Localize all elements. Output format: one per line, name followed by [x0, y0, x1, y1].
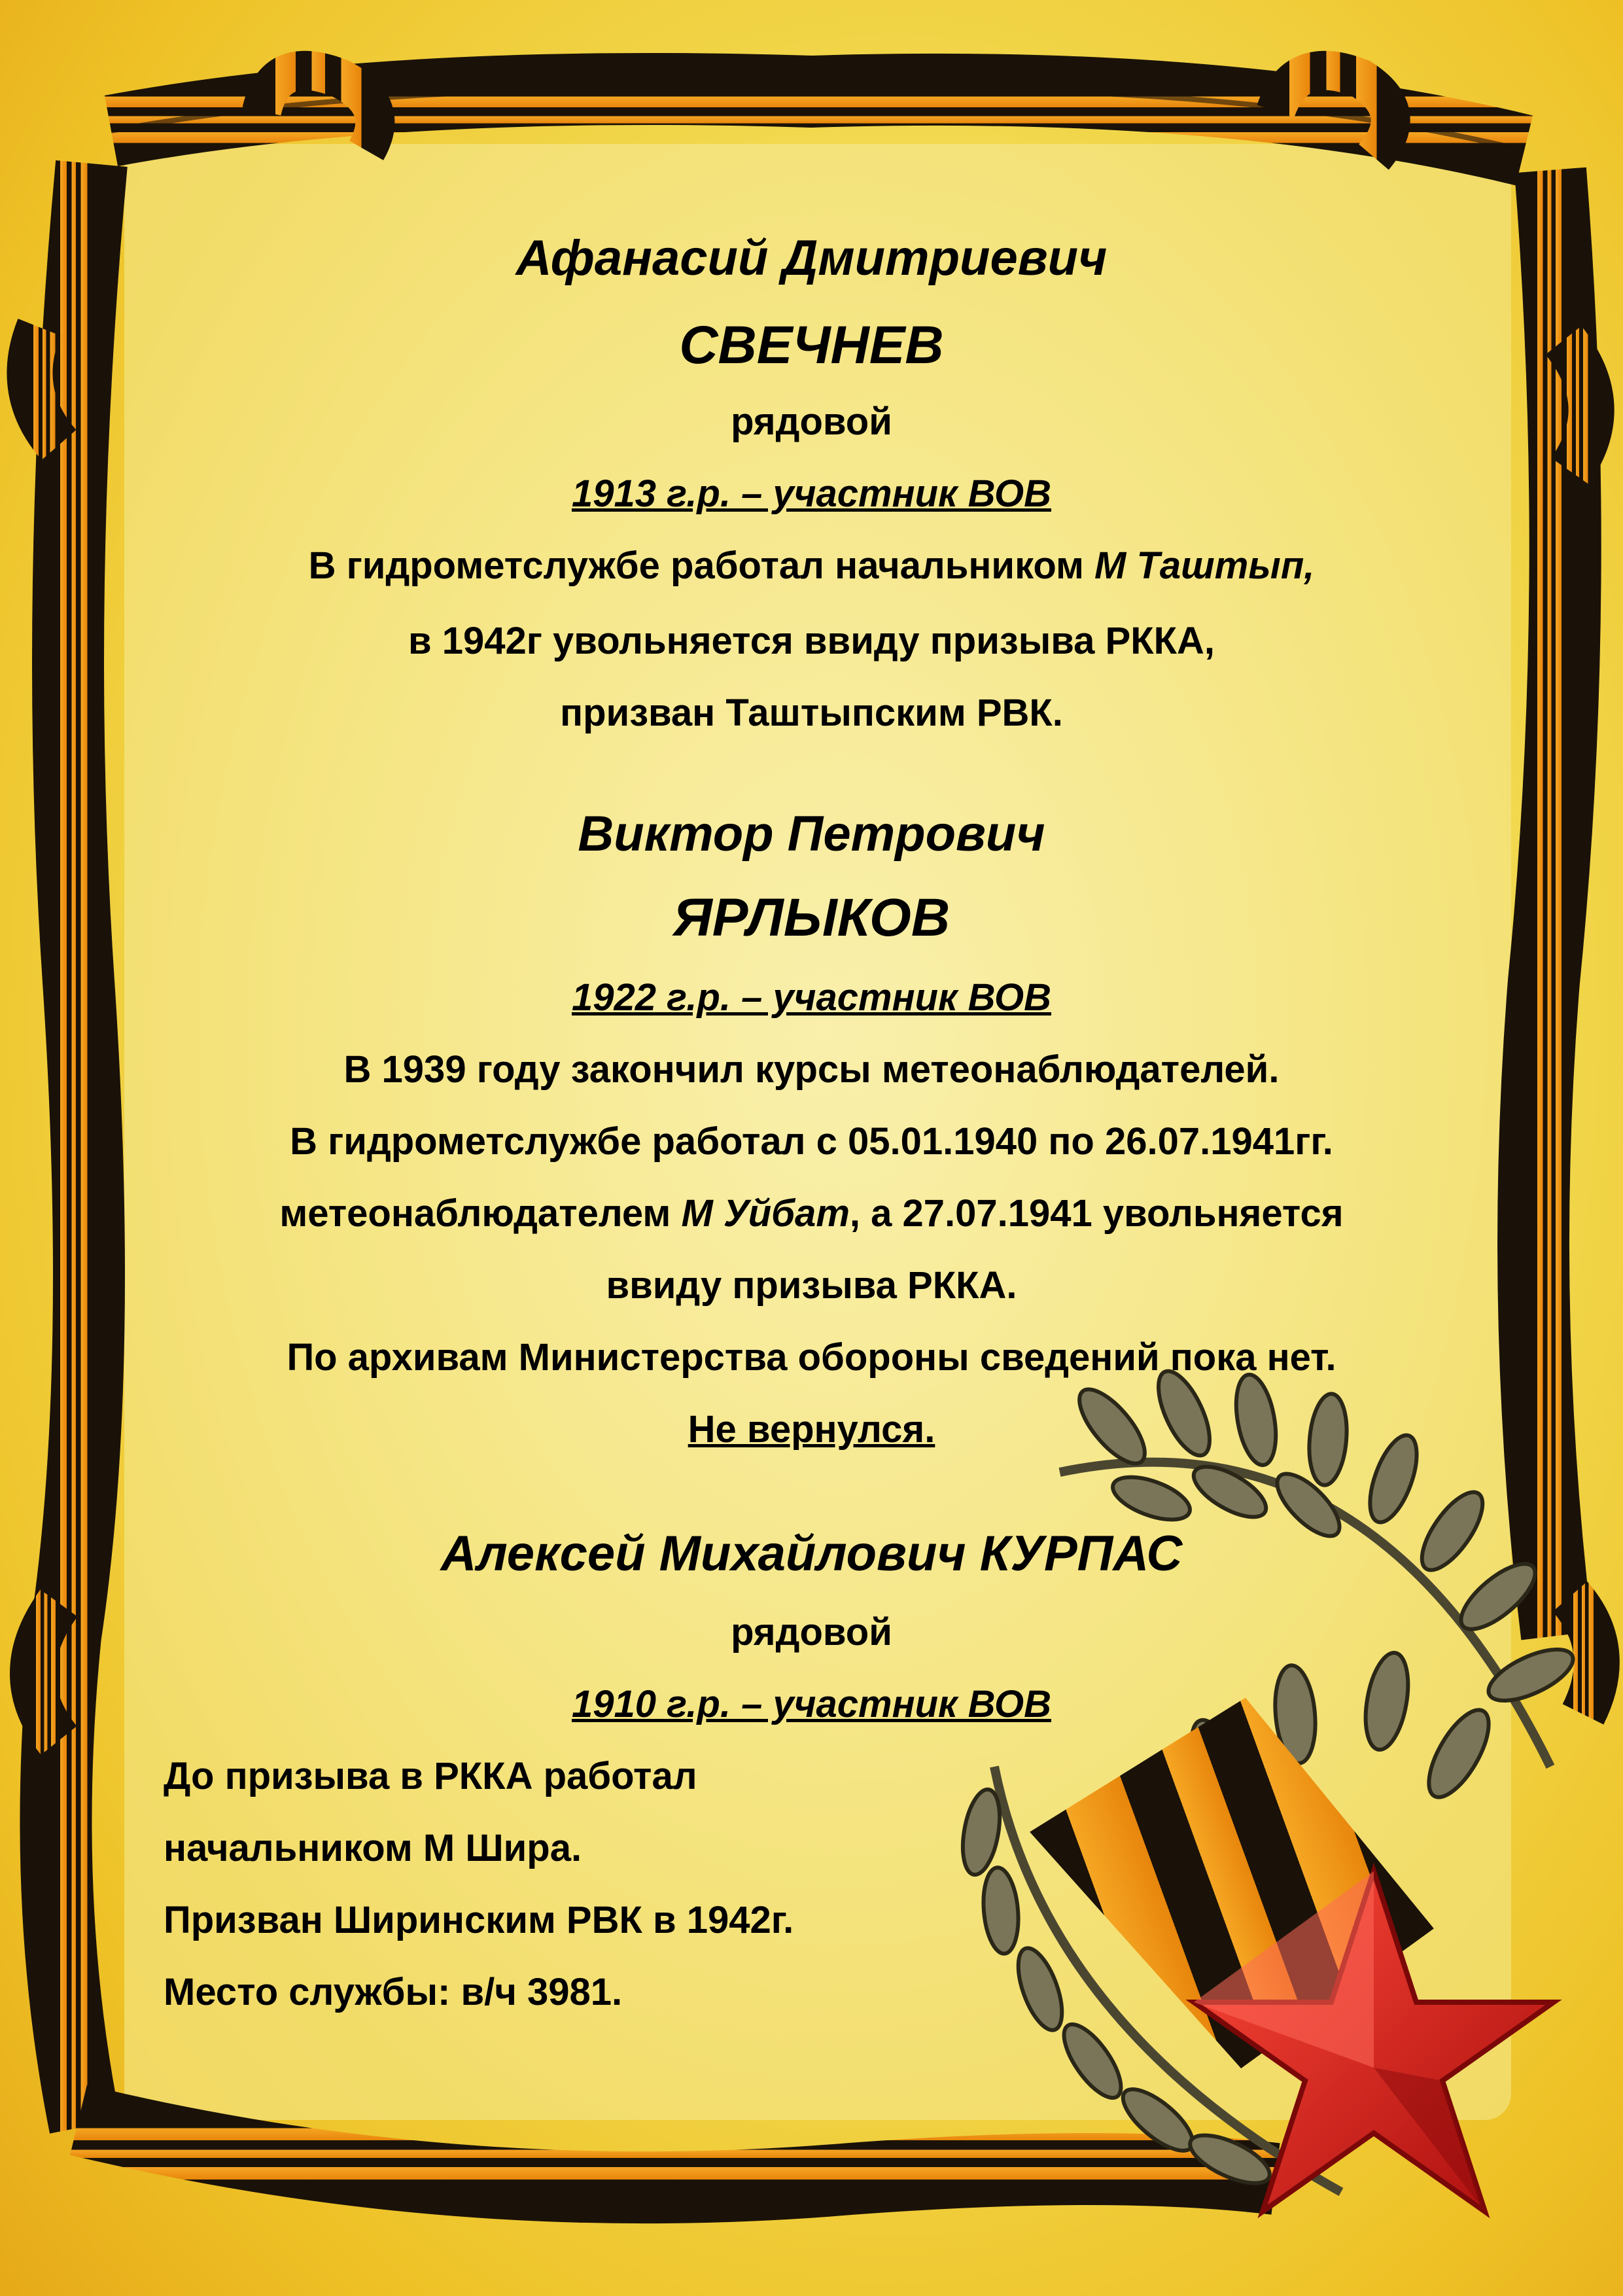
person1-bio-line3: призван Таштыпским РВК.: [560, 692, 1063, 734]
person2-fate: Не вернулся.: [688, 1408, 935, 1451]
person1-first-names: Афанасий Дмитриевич: [515, 230, 1108, 286]
person3-bio-line1: До призыва в РККА работал: [164, 1755, 697, 1797]
person3-bio-line2: начальником М Шира.: [164, 1827, 582, 1869]
person2-bio-line3-c: , а 27.07.1941 увольняется: [849, 1192, 1344, 1235]
person1-station: М Таштып,: [1094, 544, 1315, 587]
person1-bio-line1-text: В гидрометслужбе работал начальником: [308, 544, 1095, 587]
person3-bio-line3: Призван Ширинским РВК в 1942г.: [164, 1899, 794, 1941]
person2-bio-line5: По архивам Министерства обороны сведений пока нет.: [287, 1336, 1336, 1379]
person3-rank: рядовой: [731, 1611, 892, 1653]
person1-bio-line2: в 1942г увольняется ввиду призыва РККА,: [408, 620, 1215, 662]
person2-bio-line2: В гидрометслужбе работал с 05.01.1940 по 26.07.1941гг.: [290, 1120, 1333, 1163]
person1-rank: рядовой: [731, 400, 892, 443]
person1-birth: 1913 г.р. – участник ВОВ: [571, 472, 1052, 515]
person2-first-names: Виктор Петрович: [578, 806, 1045, 862]
person2-bio-line1: В 1939 году закончил курсы метеонаблюдателей.: [343, 1048, 1280, 1091]
person3-bio-line4: Место службы: в/ч 3981.: [164, 1971, 623, 2013]
person1-bio-line1: [0, 543, 1623, 589]
person3-birth: 1910 г.р. – участник ВОВ: [571, 1683, 1052, 1725]
person2-station: М Уйбат: [681, 1192, 850, 1235]
person1-surname: СВЕЧНЕВ: [679, 315, 944, 375]
person3-full-name: Алексей Михайлович КУРПАС: [440, 1526, 1183, 1581]
person2-bio-line3-a: метеонаблюдателем: [279, 1192, 682, 1235]
person2-bio-line4: ввиду призыва РККА.: [606, 1264, 1017, 1307]
person2-birth: 1922 г.р. – участник ВОВ: [571, 976, 1052, 1019]
person2-bio-line3: [0, 1191, 1623, 1237]
person2-surname: ЯРЛЫКОВ: [672, 888, 951, 947]
